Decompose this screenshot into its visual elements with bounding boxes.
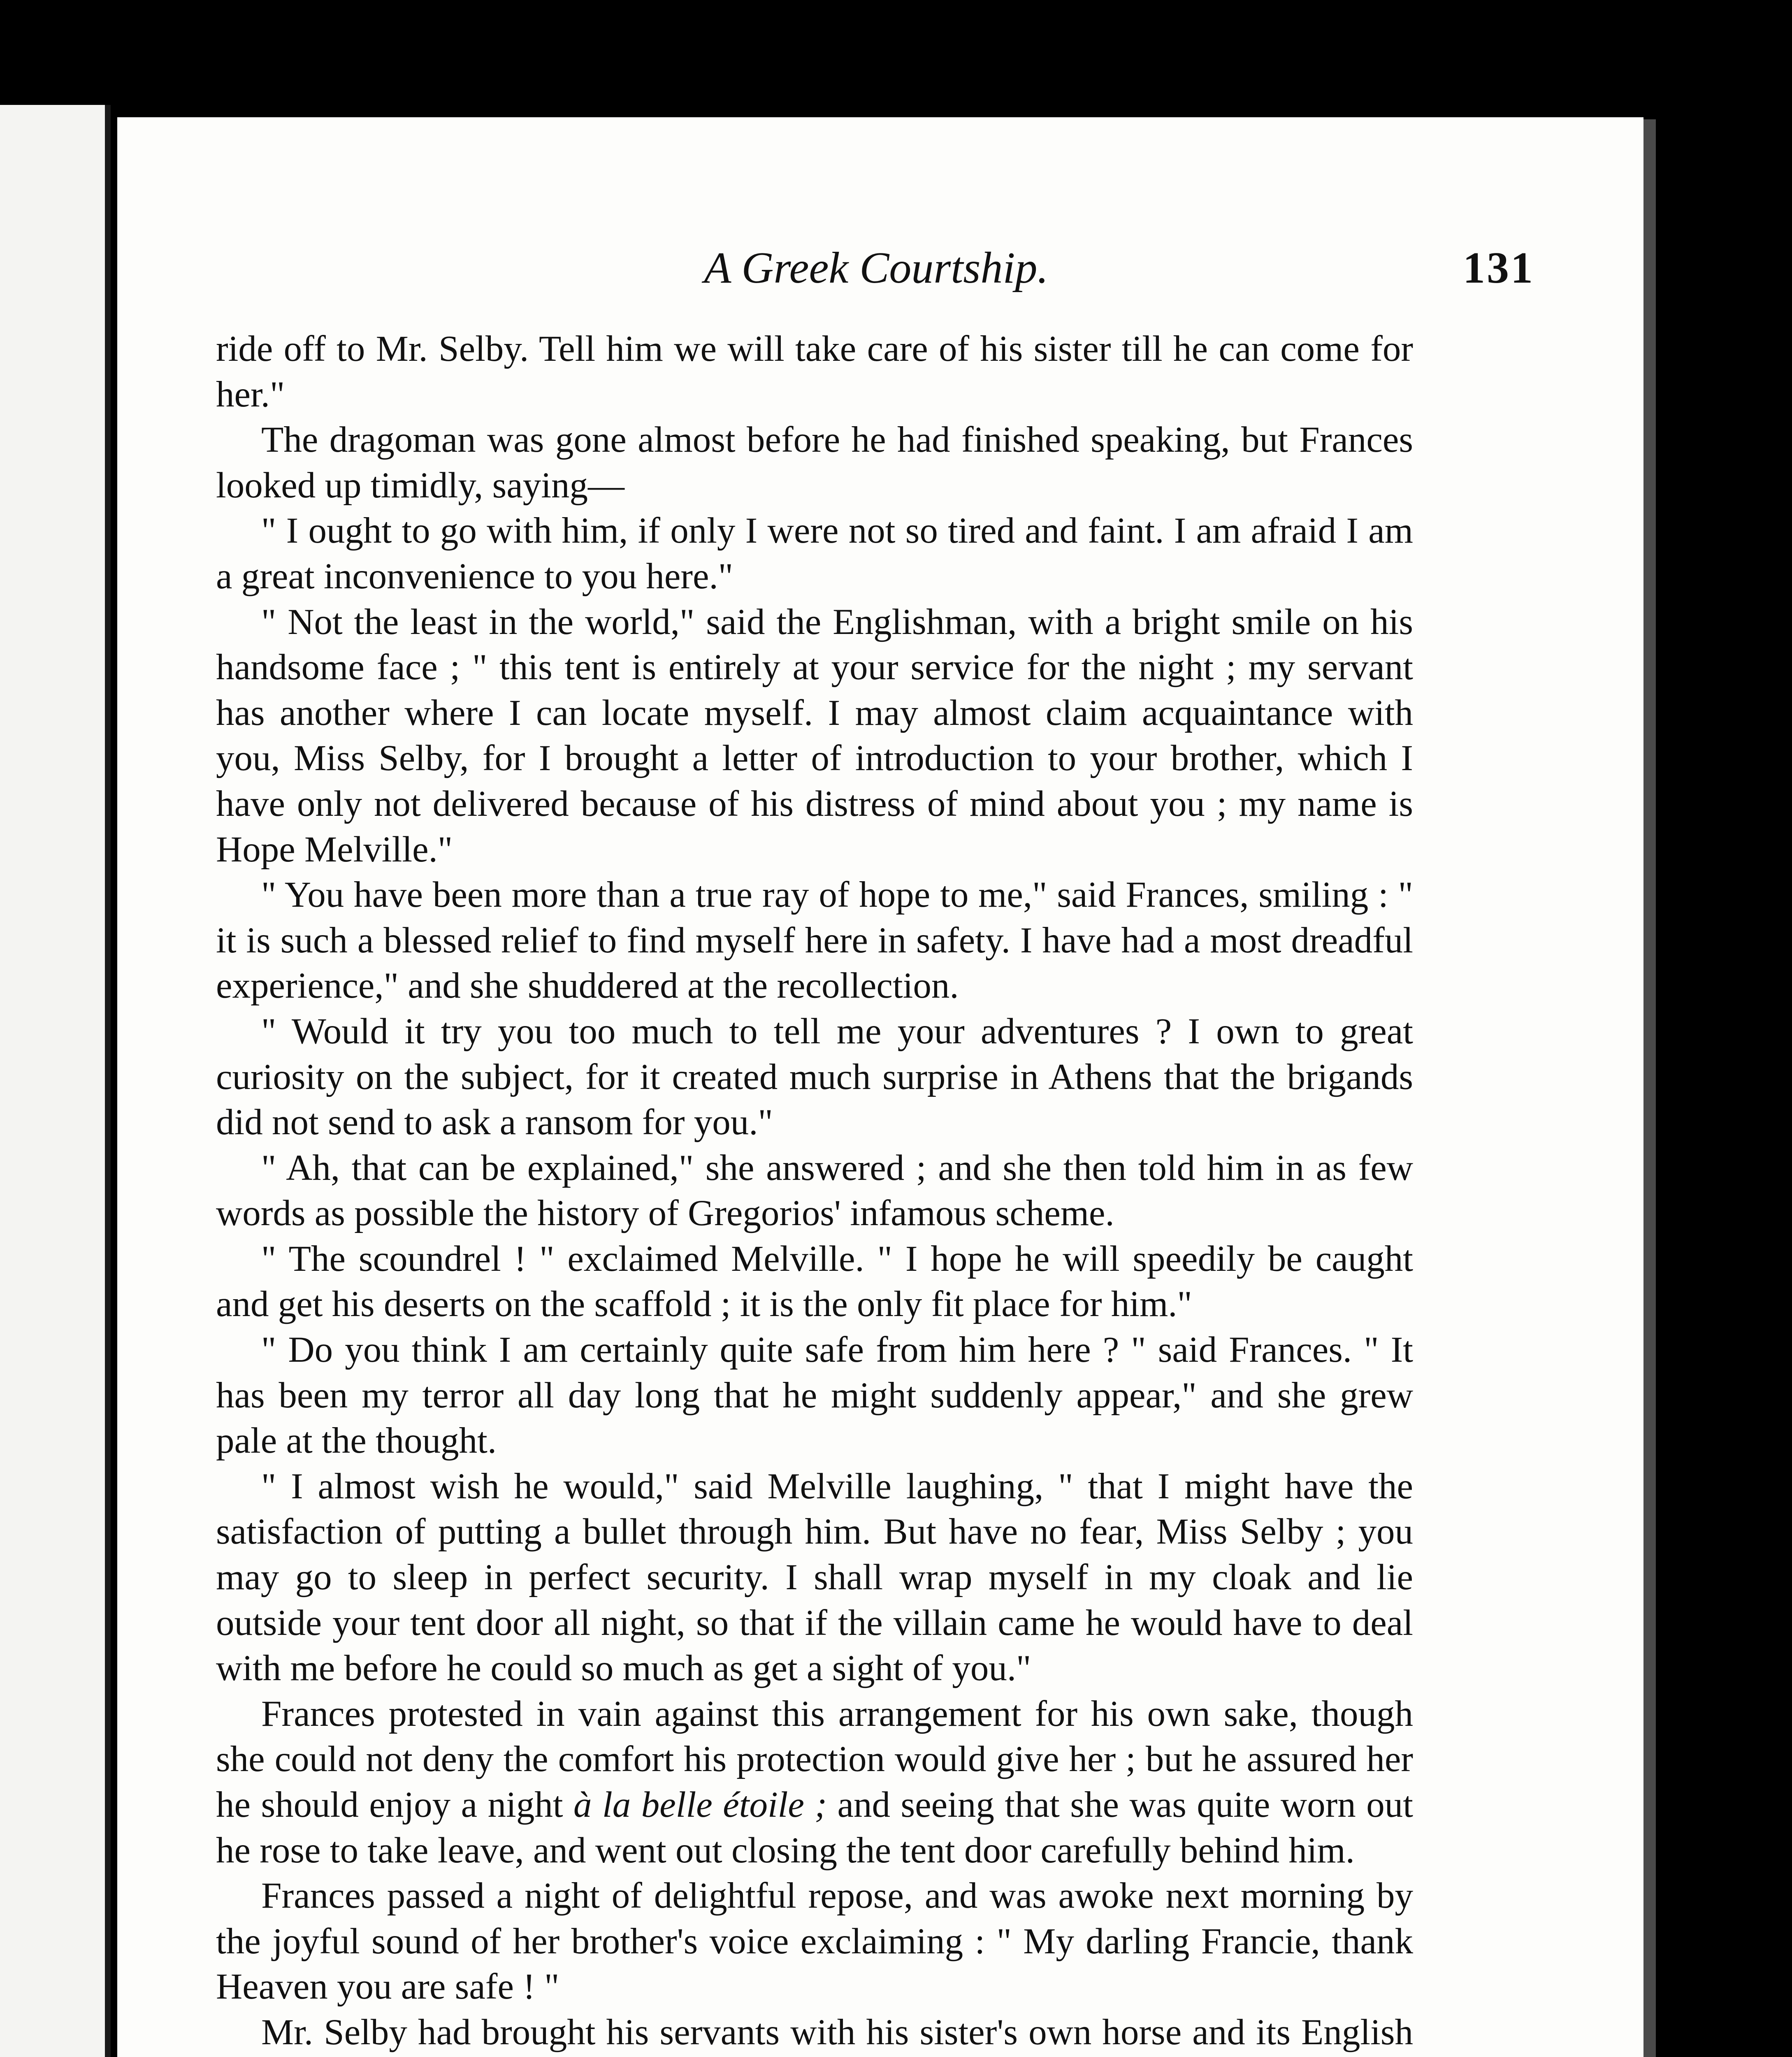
paragraph: " You have been more than a true ray of hope to me," said Frances, smiling : " it is such a blessed relief to find myself here in safety. I have had a most dreadful experience," and she shuddered at the recollection. bbox=[216, 875, 1413, 1006]
page-edge-shadow bbox=[1643, 119, 1656, 2057]
book-page bbox=[117, 117, 1643, 2057]
paragraph-text: Frances protested in vain against this arrangement for his own sake, though she could not deny the comfort his protection would give her ; but he assured her he should enjoy a night bbox=[216, 1693, 1413, 1825]
paragraph: " The scoundrel ! " exclaimed Melville. " I hope he will speedily be caught and get his deserts on the scaffold ; it is the only fit place for him." bbox=[216, 1238, 1413, 1325]
body-text bbox=[216, 326, 1413, 2057]
page-number: 131 bbox=[1463, 244, 1534, 293]
paragraph-text: and seeing that she was quite worn out he rose to take leave, and went out closing the tent door carefully behind him. bbox=[216, 1785, 1413, 1871]
facing-page-edge bbox=[0, 105, 111, 2057]
paragraph: ride off to Mr. Selby. Tell him we will take care of his sister till he can come for her." bbox=[216, 329, 1413, 415]
running-title: A Greek Courtship. bbox=[704, 244, 1049, 293]
paragraph: " Ah, that can be explained," she answered ; and she then told him in as few words as possible the history of Gregorios' infamous scheme. bbox=[216, 1147, 1413, 1234]
paragraph: " Do you think I am certainly quite safe from him here ? " said Frances. " It has been my terror all day long that he might suddenly appear," and she grew pale at the thought. bbox=[216, 1330, 1413, 1461]
paragraph bbox=[216, 1691, 1413, 1873]
running-head bbox=[218, 243, 1534, 304]
paragraph: " Not the least in the world," said the Englishman, with a bright smile on his handsome face ; " this tent is entirely at your service for the night ; my servant has another where I can locate myself. I may almost claim acquaintance with you, Miss Selby, for I brought a letter of introduction to your brother, which I have only not delivered because of his distress of mind about you ; my name is Hope Melville." bbox=[216, 601, 1413, 870]
paragraph: The dragoman was gone almost before he had finished speaking, but Frances looked up timidly, saying— bbox=[216, 420, 1413, 506]
paragraph: Frances passed a night of delightful repose, and was awoke next morning by the joyful sound of her brother's voice exclaiming : " My darling Francie, thank Heaven you are safe ! " bbox=[216, 1876, 1413, 2007]
paragraph: Mr. Selby had brought his servants with his sister's own horse and its English bbox=[261, 2012, 1413, 2052]
italic-phrase: à la belle étoile ; bbox=[573, 1785, 827, 1825]
paragraph: " Would it try you too much to tell me your adventures ? I own to great curiosity on the subject, for it created much surprise in Athens that the brigands did not send to ask a ransom for you." bbox=[216, 1011, 1413, 1143]
paragraph: " I almost wish he would," said Melville laughing, " that I might have the satisfaction of putting a bullet through him. But have no fear, Miss Selby ; you may go to sleep in perfect security. I shall wrap myself in my cloak and lie outside your tent door all night, so that if the villain came he would have to deal with me before he could so much as get a sight of you." bbox=[216, 1466, 1413, 1689]
paragraph: " I ought to go with him, if only I were not so tired and faint. I am afraid I am a great inconvenience to you here." bbox=[216, 511, 1413, 597]
